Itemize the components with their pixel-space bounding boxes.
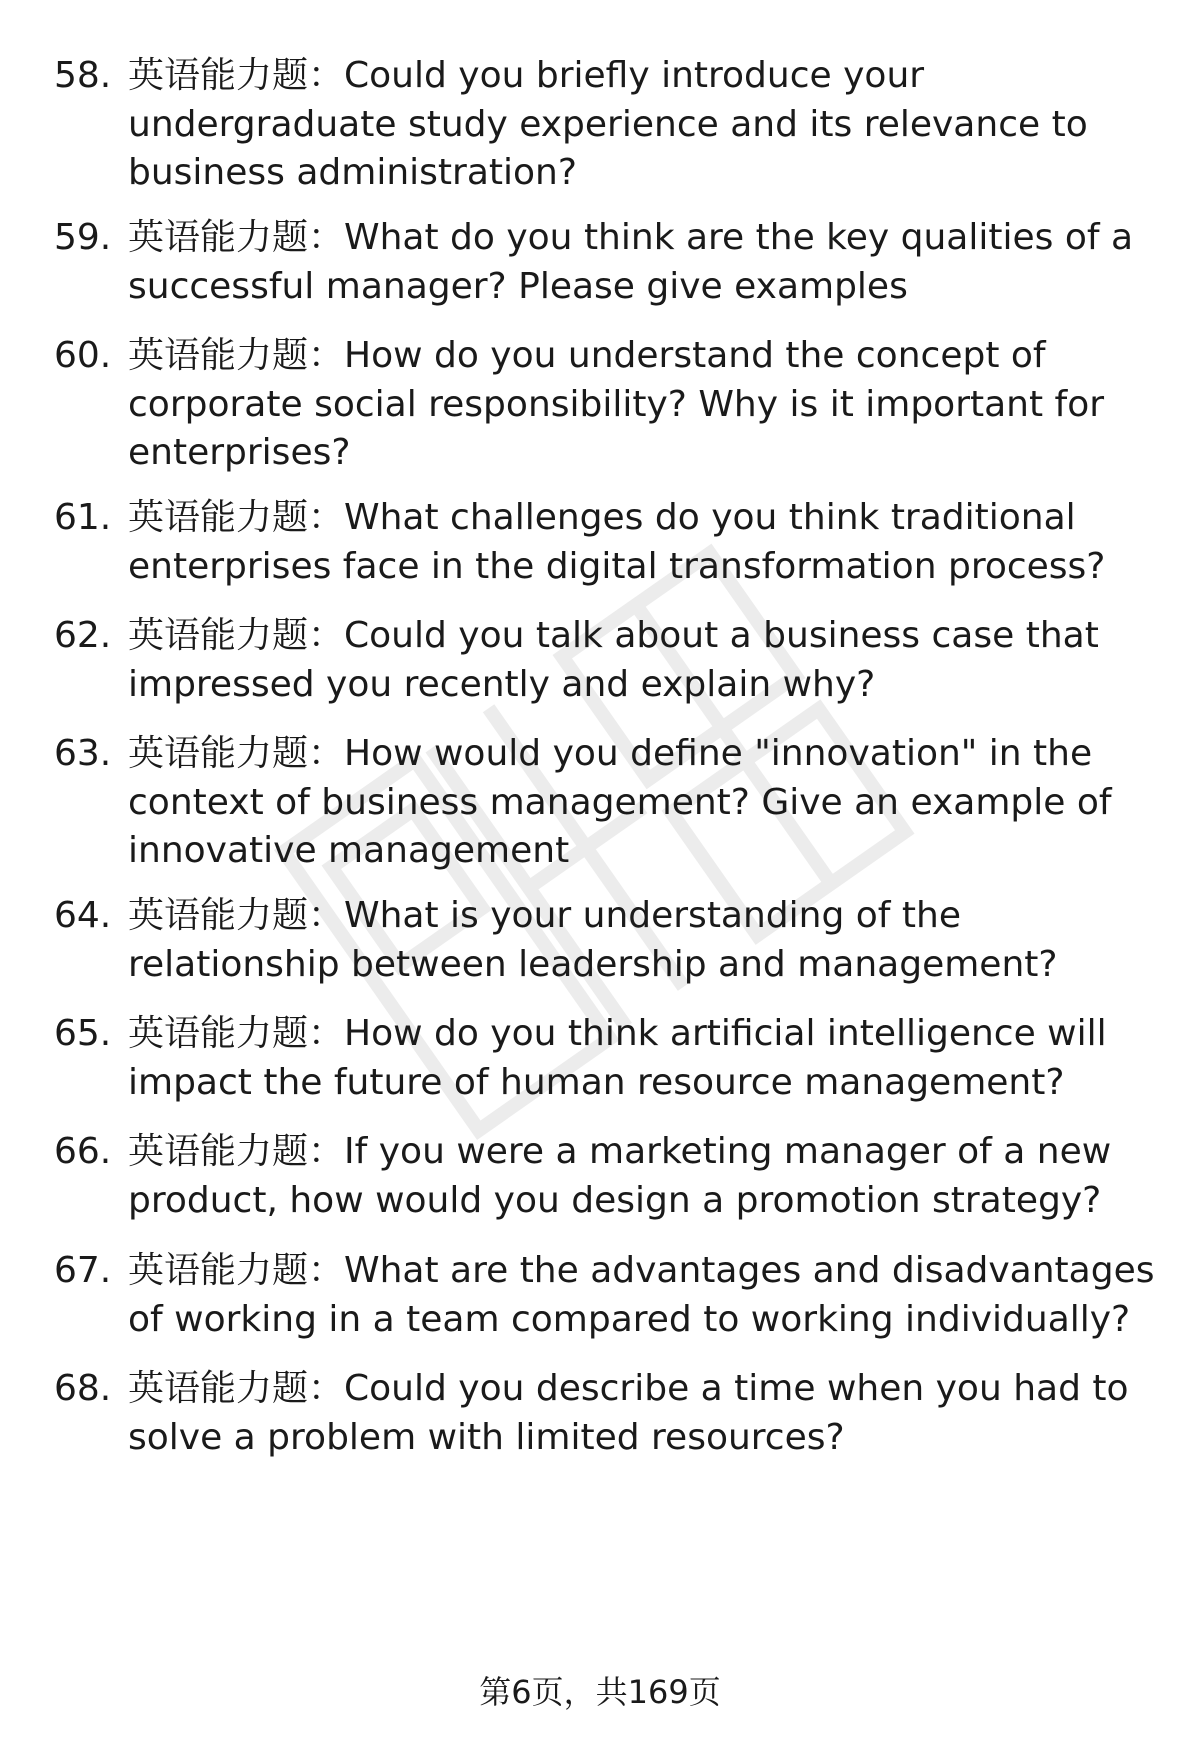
question-text: 英语能力题：What is your understanding of the relationship between leadership and management? xyxy=(128,895,1058,985)
question-number: 64. xyxy=(54,895,112,936)
question-text: 英语能力题：How do you think artificial intelligence will impact the future of human resource management? xyxy=(128,1013,1107,1103)
question-number: 60. xyxy=(54,335,112,376)
question-number: 63. xyxy=(54,733,112,774)
question-number: 65. xyxy=(54,1013,112,1054)
question-text: 英语能力题：How would you define "innovation" in the context of business management? Give an example of innovative management xyxy=(128,733,1112,871)
question-number: 68. xyxy=(54,1368,112,1409)
question-text: 英语能力题：How do you understand the concept of corporate social responsibility? Why is it important for enterprises? xyxy=(128,335,1105,473)
question-text: 英语能力题：If you were a marketing manager of a new product, how would you design a promotion strategy? xyxy=(128,1131,1112,1221)
question-number: 67. xyxy=(54,1250,112,1291)
question-text: 英语能力题：Could you describe a time when you had to solve a problem with limited resources? xyxy=(128,1368,1129,1458)
question-text: 英语能力题：What challenges do you think traditional enterprises face in the digital transformation process? xyxy=(128,497,1106,587)
question-number: 58. xyxy=(54,55,112,96)
question-number: 62. xyxy=(54,615,112,656)
question-number: 59. xyxy=(54,217,112,258)
question-text: 英语能力题：What are the advantages and disadvantages of working in a team compared to working individually? xyxy=(128,1250,1155,1340)
question-number: 66. xyxy=(54,1131,112,1172)
question-text: 英语能力题：What do you think are the key qualities of a successful manager? Please give examples xyxy=(128,217,1134,307)
question-number: 61. xyxy=(54,497,112,538)
page-footer: 第6页，共169页 xyxy=(479,1673,721,1711)
question-text: 英语能力题：Could you briefly introduce your undergraduate study experience and its relevance to business administration? xyxy=(128,55,1088,193)
question-text: 英语能力题：Could you talk about a business case that impressed you recently and explain why? xyxy=(128,615,1099,705)
